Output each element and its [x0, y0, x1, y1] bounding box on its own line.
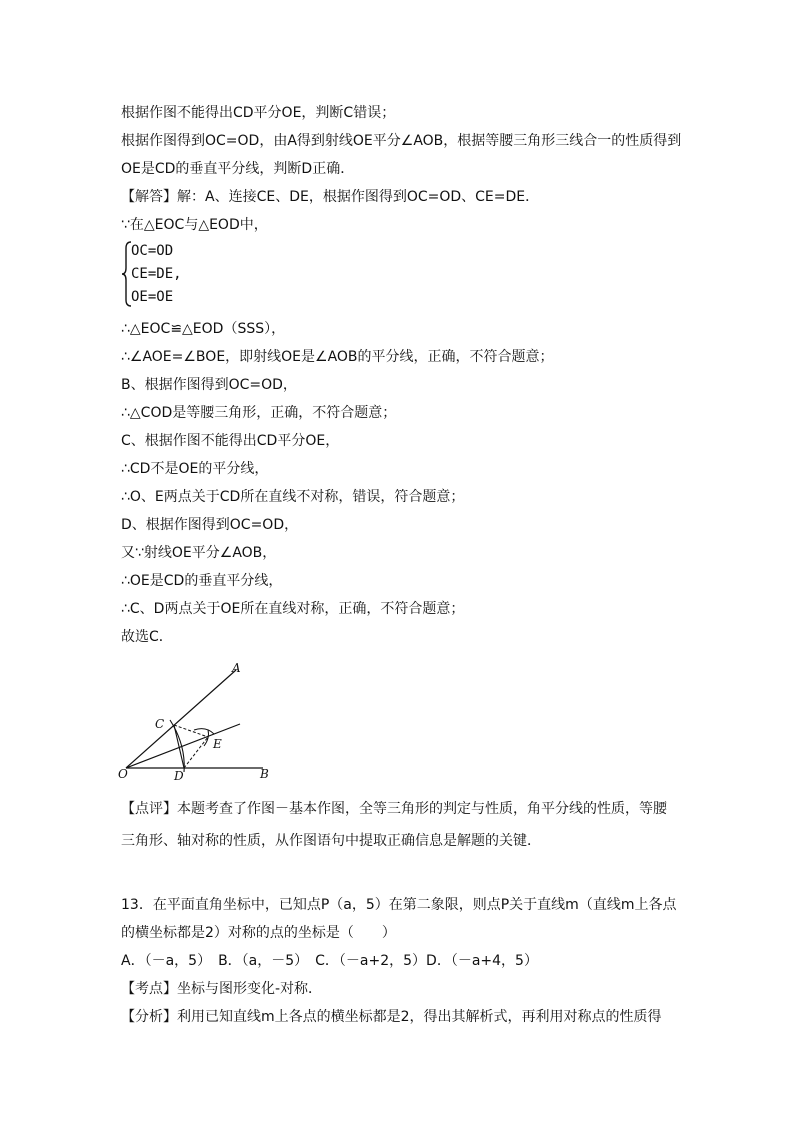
question-line: 的横坐标都是2）对称的点的坐标是（ ） [121, 925, 396, 941]
comment-line: 【点评】本题考查了作图－基本作图，全等三角形的判定与性质，角平分线的性质，等腰 [121, 801, 667, 817]
text-line: B、根据作图得到OC=OD， [121, 377, 297, 393]
text-line: ∴O、E两点关于CD所在直线不对称，错误，符合题意； [121, 489, 465, 505]
label-e: E [213, 737, 222, 751]
arc-cd [170, 720, 184, 772]
text-line: ∴△EOC≌△EOD（SSS）， [121, 321, 286, 337]
comment-line: 三角形、轴对称的性质，从作图语句中提取正确信息是解题的关键． [121, 833, 541, 849]
text-line: 又∵射线OE平分∠AOB， [121, 545, 277, 561]
geometry-figure [118, 660, 278, 782]
text-line: C、根据作图不能得出CD平分OE， [121, 433, 340, 449]
segment-de [184, 737, 208, 768]
text-line: 根据作图不能得出CD平分OE，判断C错误； [121, 105, 396, 121]
text-line: ∵在△EOC与△EOD中， [121, 217, 268, 233]
text-line: ∴∠AOE=∠BOE，即射线OE是∠AOB的平分线，正确，不符合题意； [121, 349, 554, 365]
options-line: A．（－a，5） B．（a，－5） C．（－a+2，5）D．（－a+4，5） [121, 953, 538, 969]
arc-e1 [194, 729, 214, 734]
segment-ce [174, 725, 208, 737]
equation-line: OC=OD [131, 243, 174, 259]
analysis-line: 【分析】利用已知直线m上各点的横坐标都是2，得出其解析式，再利用对称点的性质得 [121, 1009, 662, 1025]
label-b: B [260, 767, 269, 781]
question-line: 13．在平面直角坐标中，已知点P（a，5）在第二象限，则点P关于直线m（直线m上各点 [121, 897, 677, 913]
answer-line: 故选C． [121, 629, 173, 645]
text-line: ∴CD不是OE的平分线， [121, 461, 269, 477]
text-line: OE是CD的垂直平分线，判断D正确． [121, 161, 355, 177]
equation-system [121, 240, 211, 308]
knowledge-point-line: 【考点】坐标与图形变化-对称． [121, 981, 323, 997]
equation-line: OE=OE [131, 289, 174, 305]
text-line: ∴△COD是等腰三角形，正确，不符合题意； [121, 405, 397, 421]
label-a: A [232, 661, 241, 675]
text-line: D、根据作图得到OC=OD， [121, 517, 299, 533]
label-d: D [174, 769, 184, 782]
text-line: 根据作图得到OC=OD，由A得到射线OE平分∠AOB，根据等腰三角形三线合一的性质得到 [121, 133, 682, 149]
label-c: C [155, 717, 165, 731]
text-line: ∴OE是CD的垂直平分线， [121, 573, 283, 589]
solution-heading: 【解答】解：A、连接CE、DE，根据作图得到OC=OD、CE=DE． [121, 189, 540, 205]
text-line: ∴C、D两点关于OE所在直线对称，正确，不符合题意； [121, 601, 465, 617]
equation-line: CE=DE, [131, 266, 182, 282]
label-o: O [118, 767, 128, 781]
